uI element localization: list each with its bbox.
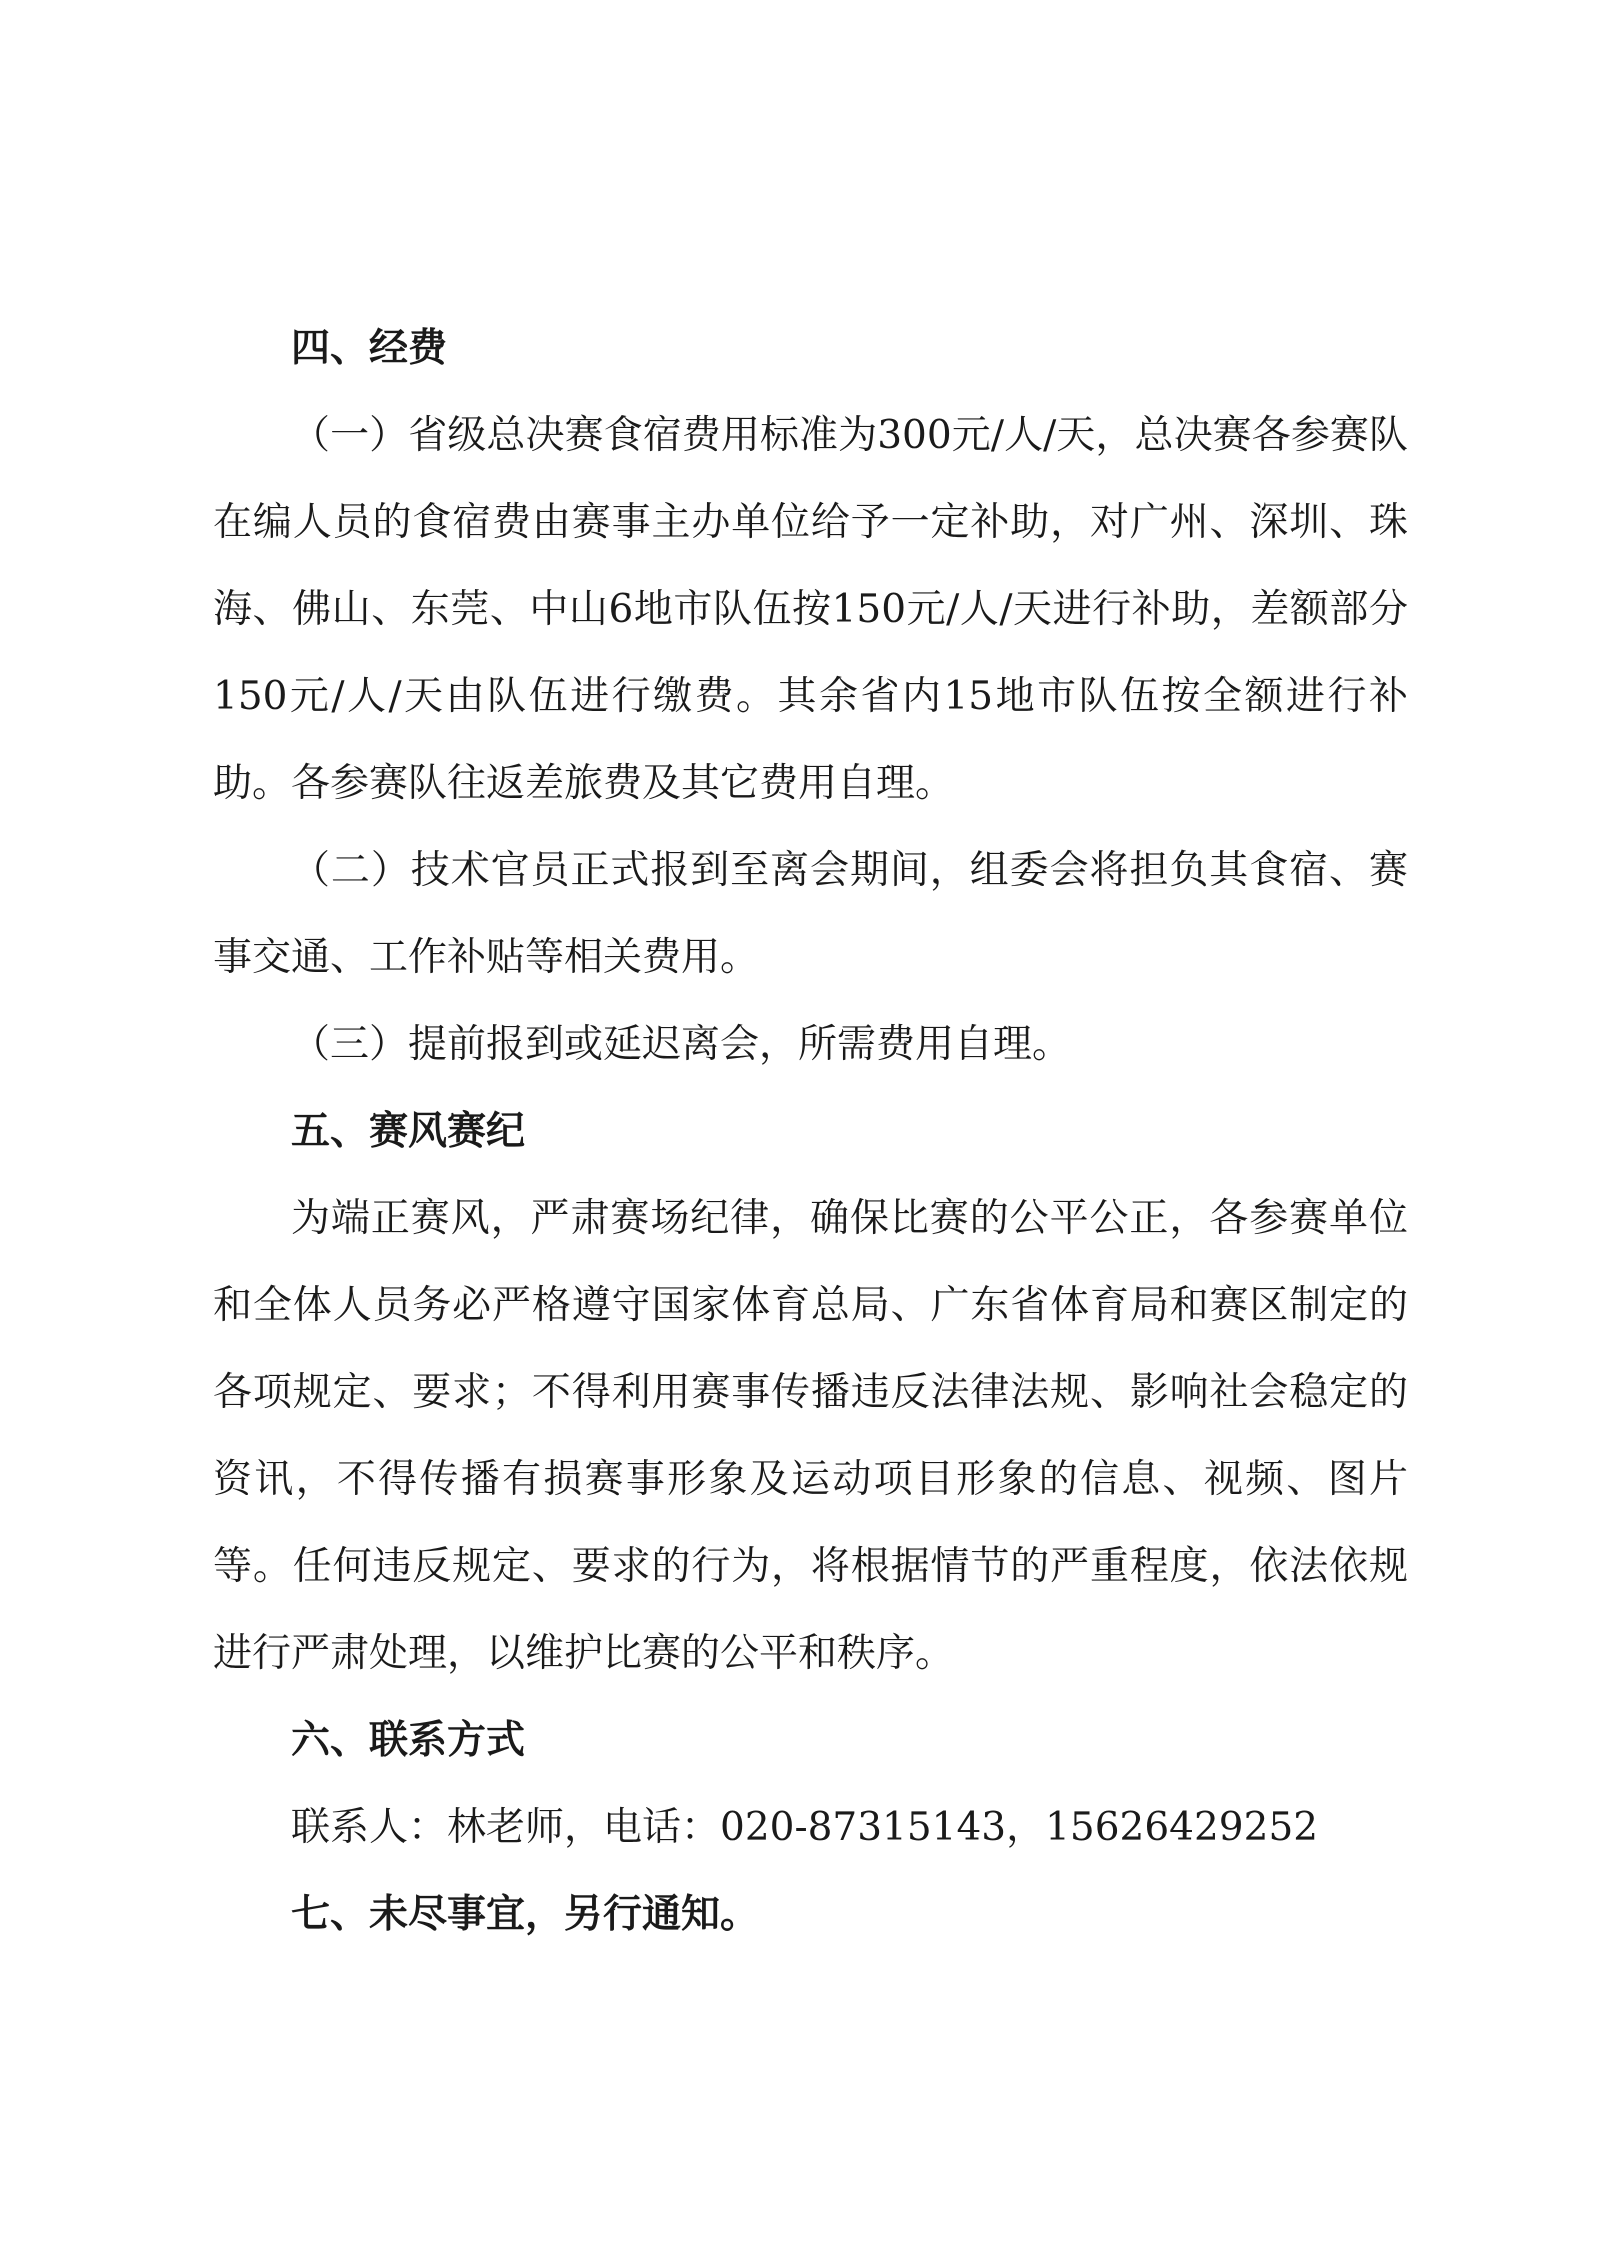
section-heading-other: 七、未尽事宜，另行通知。	[291, 1892, 760, 1937]
funding-paragraph-3: （三）提前报到或延迟离会，所需费用自理。	[291, 1022, 1072, 1067]
discipline-paragraph-1: 为端正赛风，严肃赛场纪律，确保比赛的公平公正，各参赛单位和全体人员务必严格遵守国家体育总局、广东省体育局和赛区制定的各项规定、要求；不得利用赛事传播违反法律法规、影响社会稳定的资讯，不得传播有损赛事形象及运动项目形象的信息、视频、图片等。任何违反规定、要求的行为，将根据情节的严重程度，依法依规进行严肃处理，以维护比赛的公平和秩序。	[213, 1196, 1408, 1676]
section-other	[213, 1871, 1408, 1958]
funding-paragraph-2: （二）技术官员正式报到至离会期间，组委会将担负其食宿、赛事交通、工作补贴等相关费用。	[213, 848, 1408, 980]
document-body	[213, 305, 1408, 1958]
section-heading-discipline: 五、赛风赛纪	[291, 1109, 526, 1154]
section-funding	[213, 305, 1408, 1088]
section-heading-contact: 六、联系方式	[291, 1718, 526, 1763]
contact-paragraph-1: 联系人：林老师，电话：020-87315143，15626429252	[291, 1805, 1319, 1850]
funding-paragraph-1: （一）省级总决赛食宿费用标准为300元/人/天，总决赛各参赛队在编人员的食宿费由赛事主办单位给予一定补助，对广州、深圳、珠海、佛山、东莞、中山6地市队伍按150元/人/天进行补助，差额部分150元/人/天由队伍进行缴费。其余省内15地市队伍按全额进行补助。各参赛队往返差旅费及其它费用自理。	[213, 413, 1408, 806]
section-discipline	[213, 1088, 1408, 1697]
section-heading-funding: 四、经费	[291, 326, 448, 371]
section-contact	[213, 1697, 1408, 1871]
